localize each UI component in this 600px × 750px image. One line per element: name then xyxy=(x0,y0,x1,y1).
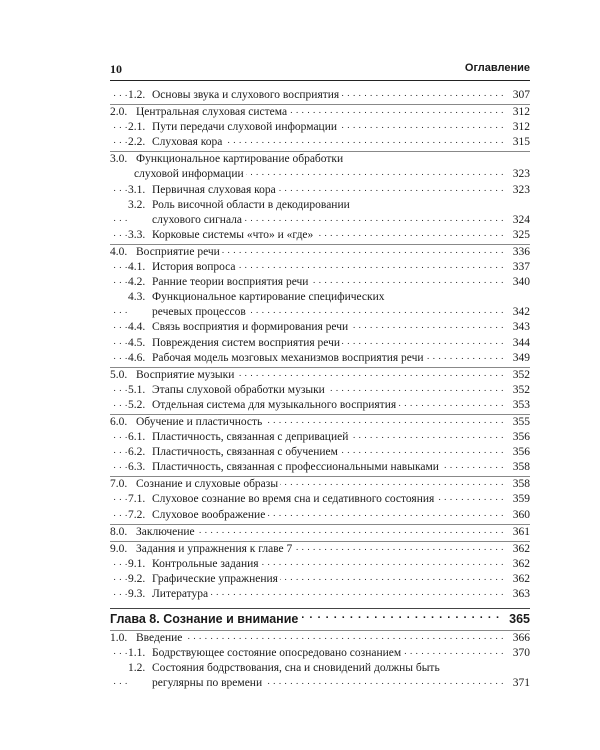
toc-entry-page: 360 xyxy=(512,508,530,523)
toc-section xyxy=(110,151,530,244)
toc-entry-lead xyxy=(110,416,264,428)
toc-entry-number: 3.0. xyxy=(110,153,128,166)
chapter-title: Глава 8. Сознание и внимание xyxy=(110,612,301,626)
toc-entry-page: 371 xyxy=(512,676,530,691)
toc-entry-title: Роль височной области в декодировании xyxy=(152,198,350,211)
toc-entry-page: 323 xyxy=(512,167,530,182)
toc-entry-title: Графические упражнения xyxy=(152,572,278,585)
toc-entry-title: Первичная слуховая кора xyxy=(152,183,276,196)
toc-entry-7-2[interactable] xyxy=(110,508,530,523)
toc-entry-4-3[interactable] xyxy=(110,290,530,305)
toc-entry-lead xyxy=(128,199,352,211)
toc-section xyxy=(110,541,530,603)
toc-entry-page: 359 xyxy=(512,492,530,507)
toc-entry-1-1[interactable] xyxy=(110,646,530,661)
toc-section xyxy=(110,88,530,104)
toc-entry-5-0[interactable] xyxy=(110,368,530,383)
toc-entry-lead xyxy=(128,446,340,458)
toc-section xyxy=(110,104,530,151)
toc-entry-title: Слуховое сознание во время сна и седативного состояния xyxy=(152,493,435,506)
toc-entry-title: Контрольные задания xyxy=(152,557,259,570)
toc-entry-number: 7.2. xyxy=(128,508,146,521)
toc-entry-title: История вопроса xyxy=(152,261,236,274)
toc-entry-lead xyxy=(128,558,261,570)
toc-entry-page: 353 xyxy=(512,398,530,413)
toc-entry-4-5[interactable] xyxy=(110,336,530,351)
toc-entry-title: Пластичность, связанная с профессиональными навыками xyxy=(152,461,439,474)
toc-entry-page: 340 xyxy=(512,275,530,290)
toc-entry-title: Пути передачи слуховой информации xyxy=(152,121,338,134)
table-of-contents xyxy=(110,88,530,692)
toc-entry-lead xyxy=(128,588,210,600)
toc-section xyxy=(110,524,530,541)
toc-entry-page: 362 xyxy=(512,557,530,572)
toc-entry-5-1[interactable] xyxy=(110,383,530,398)
toc-entry-number: 3.1. xyxy=(128,183,146,196)
toc-entry-7-1[interactable] xyxy=(110,492,530,507)
toc-entry-4-1[interactable] xyxy=(110,260,530,275)
toc-entry-title: Восприятие речи xyxy=(136,245,220,258)
toc-entry-page: 337 xyxy=(512,260,530,275)
toc-entry-lead xyxy=(110,543,294,555)
toc-entry-3-3[interactable] xyxy=(110,228,530,243)
toc-entry-2-1[interactable] xyxy=(110,120,530,135)
toc-entry-number: 6.3. xyxy=(128,461,146,474)
header-rule xyxy=(110,80,530,81)
toc-entry-lead xyxy=(128,647,403,659)
toc-entry-1-0[interactable] xyxy=(110,631,530,646)
toc-entry-page: 344 xyxy=(512,336,530,351)
toc-entry-page: 325 xyxy=(512,228,530,243)
toc-entry-page: 352 xyxy=(512,368,530,383)
toc-entry-lead xyxy=(128,384,327,396)
toc-entry-number: 1.2. xyxy=(128,662,146,675)
toc-entry-page: 343 xyxy=(512,320,530,335)
toc-entry-title: Корковые системы «что» и «где» xyxy=(152,228,314,241)
toc-entry-page: 358 xyxy=(512,477,530,492)
toc-entry-page: 366 xyxy=(512,631,530,646)
toc-entry-lead xyxy=(128,493,436,505)
toc-entry-page: 362 xyxy=(512,542,530,557)
toc-entry-page: 315 xyxy=(512,135,530,150)
toc-entry-number: 4.4. xyxy=(128,321,146,334)
toc-entry-page: 336 xyxy=(512,245,530,260)
toc-entry-title: Отдельная система для музыкального восприятия xyxy=(152,398,397,411)
toc-entry-title: Основы звука и слухового восприятия xyxy=(152,89,340,101)
toc-entry-number: 3.2. xyxy=(128,198,146,211)
toc-entry-lead xyxy=(128,89,341,101)
toc-entry-title: Введение xyxy=(136,632,183,645)
toc-entry-lead xyxy=(128,276,310,288)
toc-entry-number: 8.0. xyxy=(110,525,128,538)
toc-entry-number: 1.1. xyxy=(128,647,146,660)
toc-entry-1-2[interactable] xyxy=(110,88,530,103)
toc-entry-number: 6.0. xyxy=(110,415,128,428)
toc-entry-9-0[interactable] xyxy=(110,542,530,557)
toc-section xyxy=(110,414,530,476)
toc-entry-title: Восприятие музыки xyxy=(136,368,235,381)
toc-entry-lead xyxy=(110,106,289,118)
toc-section xyxy=(110,367,530,414)
toc-entry-number: 9.2. xyxy=(128,572,146,585)
toc-entry-page: 312 xyxy=(512,105,530,120)
toc-entry-4-2[interactable] xyxy=(110,275,530,290)
toc-entry-6-0[interactable] xyxy=(110,415,530,430)
chapter-heading[interactable] xyxy=(110,609,530,629)
toc-entry-4-0[interactable] xyxy=(110,245,530,260)
toc-entry-number: 4.6. xyxy=(128,351,146,364)
toc-section xyxy=(110,476,530,523)
toc-entry-6-3[interactable] xyxy=(110,460,530,475)
toc-entry-lead xyxy=(128,291,387,303)
toc-entry-2-2[interactable] xyxy=(110,135,530,150)
toc-entry-lead xyxy=(128,573,280,585)
toc-entry-9-1[interactable] xyxy=(110,557,530,572)
toc-entry-lead xyxy=(128,662,442,674)
toc-entry-number: 4.0. xyxy=(110,245,128,258)
toc-entry-title-continued: слухового сигнала xyxy=(128,214,244,226)
toc-entry-page: 370 xyxy=(512,646,530,661)
toc-entry-title: Пластичность, связанная с депривацией xyxy=(152,431,349,444)
toc-entry-page: 355 xyxy=(512,415,530,430)
toc-entry-title: Слуховая кора xyxy=(152,136,223,149)
toc-entry-3-0[interactable] xyxy=(110,152,530,167)
toc-entry-title: Слуховое воображение xyxy=(152,508,266,521)
toc-entry-number: 3.3. xyxy=(128,228,146,241)
toc-entry-title: Центральная слуховая система xyxy=(136,106,288,119)
toc-entry-title: Обучение и пластичность xyxy=(136,415,263,428)
toc-entry-title: Ранние теории восприятия речи xyxy=(152,276,309,289)
toc-entry-page: 358 xyxy=(512,460,530,475)
toc-entry-number: 4.3. xyxy=(128,291,146,304)
toc-entry-title: Пластичность, связанная с обучением xyxy=(152,446,338,459)
toc-entry-lead xyxy=(128,399,398,411)
toc-entry-number: 7.0. xyxy=(110,478,128,491)
toc-entry-number: 5.0. xyxy=(110,368,128,381)
toc-entry-number: 4.2. xyxy=(128,276,146,289)
toc-entry-number: 2.2. xyxy=(128,136,146,149)
toc-entry-lead xyxy=(110,526,197,538)
toc-entry-6-2[interactable] xyxy=(110,445,530,460)
toc-entry-title: Рабочая модель мозговых механизмов восприятия речи xyxy=(152,351,424,364)
toc-entry-9-3[interactable] xyxy=(110,587,530,602)
toc-entry-lead xyxy=(128,136,224,148)
toc-entry-title: Функциональное картирование специфических xyxy=(152,291,385,304)
running-title: Оглавление xyxy=(464,62,530,74)
chapter-section xyxy=(110,608,530,630)
toc-entry-continuation[interactable] xyxy=(110,305,530,320)
toc-entry-title: Связь восприятия и формирования речи xyxy=(152,321,349,334)
toc-entry-number: 2.0. xyxy=(110,106,128,119)
toc-entry-2-0[interactable] xyxy=(110,105,530,120)
toc-section xyxy=(110,244,530,367)
toc-entry-title: Состояния бодрствования, сна и сновидений должны быть xyxy=(152,662,440,675)
toc-entry-number: 1.2. xyxy=(128,89,146,101)
toc-entry-title: Этапы слуховой обработки музыки xyxy=(152,383,325,396)
toc-entry-title: Функциональное картирование обработки xyxy=(136,153,344,166)
page-number: 10 xyxy=(110,62,122,76)
toc-entry-page: 323 xyxy=(512,183,530,198)
toc-entry-number: 9.1. xyxy=(128,557,146,570)
toc-entry-5-2[interactable] xyxy=(110,398,530,413)
toc-entry-title: Задания и упражнения к главе 7 xyxy=(136,542,293,555)
toc-entry-6-1[interactable] xyxy=(110,430,530,445)
toc-entry-7-0[interactable] xyxy=(110,477,530,492)
toc-entry-continuation[interactable] xyxy=(110,167,530,182)
toc-entry-lead xyxy=(128,461,441,473)
toc-entry-number: 4.5. xyxy=(128,336,146,349)
toc-entry-title: Бодрствующее состояние опосредовано сознанием xyxy=(152,647,402,660)
toc-entry-lead xyxy=(128,229,315,241)
toc-entry-page: 349 xyxy=(512,351,530,366)
toc-entry-number: 7.1. xyxy=(128,493,146,506)
toc-entry-title: Повреждения систем восприятия речи xyxy=(152,336,341,349)
toc-entry-title-continued: регулярны по времени xyxy=(128,677,264,689)
toc-entry-4-4[interactable] xyxy=(110,320,530,335)
toc-entry-page: 352 xyxy=(512,383,530,398)
toc-entry-3-1[interactable] xyxy=(110,183,530,198)
toc-entry-1-2[interactable] xyxy=(110,661,530,676)
chapter-page: 365 xyxy=(509,609,530,629)
toc-entry-number: 5.2. xyxy=(128,398,146,411)
toc-entry-title-continued: слуховой информации xyxy=(110,168,246,180)
toc-entry-lead xyxy=(128,184,278,196)
toc-entry-number: 9.0. xyxy=(110,542,128,555)
toc-entry-continuation[interactable] xyxy=(110,676,530,691)
toc-entry-9-2[interactable] xyxy=(110,572,530,587)
toc-entry-lead xyxy=(110,632,184,644)
toc-entry-page: 356 xyxy=(512,430,530,445)
toc-entry-lead xyxy=(128,321,350,333)
toc-entry-page: 307 xyxy=(512,88,530,103)
toc-entry-lead xyxy=(110,369,236,381)
toc-entry-8-0[interactable] xyxy=(110,525,530,540)
toc-entry-page: 312 xyxy=(512,120,530,135)
toc-entry-number: 1.0. xyxy=(110,632,128,645)
toc-entry-title: Сознание и слуховые образы xyxy=(136,478,279,491)
toc-entry-page: 324 xyxy=(512,213,530,228)
toc-entry-lead xyxy=(128,509,267,521)
toc-entry-number: 6.2. xyxy=(128,446,146,459)
toc-entry-title: Заключение xyxy=(136,525,195,538)
toc-entry-lead xyxy=(128,261,238,273)
toc-entry-page: 342 xyxy=(512,305,530,320)
toc-entry-continuation[interactable] xyxy=(110,213,530,228)
toc-entry-number: 6.1. xyxy=(128,431,146,444)
toc-entry-lead xyxy=(110,478,280,490)
toc-entry-number: 5.1. xyxy=(128,383,146,396)
toc-entry-lead xyxy=(110,246,222,258)
toc-entry-lead xyxy=(110,153,345,165)
toc-entry-page: 361 xyxy=(512,525,530,540)
toc-entry-page: 356 xyxy=(512,445,530,460)
toc-entry-number: 4.1. xyxy=(128,261,146,274)
toc-entry-lead xyxy=(128,352,426,364)
toc-entry-title: Литература xyxy=(152,588,209,600)
toc-entry-lead xyxy=(128,337,342,349)
toc-entry-number: 9.3. xyxy=(128,588,146,600)
toc-entry-page: 362 xyxy=(512,572,530,587)
toc-entry-page: 363 xyxy=(512,587,530,602)
toc-entry-3-2[interactable] xyxy=(110,198,530,213)
toc-entry-title-continued: речевых процессов xyxy=(128,306,248,318)
toc-entry-lead xyxy=(128,431,350,443)
toc-entry-number: 2.1. xyxy=(128,121,146,134)
toc-section xyxy=(110,630,530,692)
toc-entry-4-6[interactable] xyxy=(110,351,530,366)
toc-entry-lead xyxy=(128,121,339,133)
